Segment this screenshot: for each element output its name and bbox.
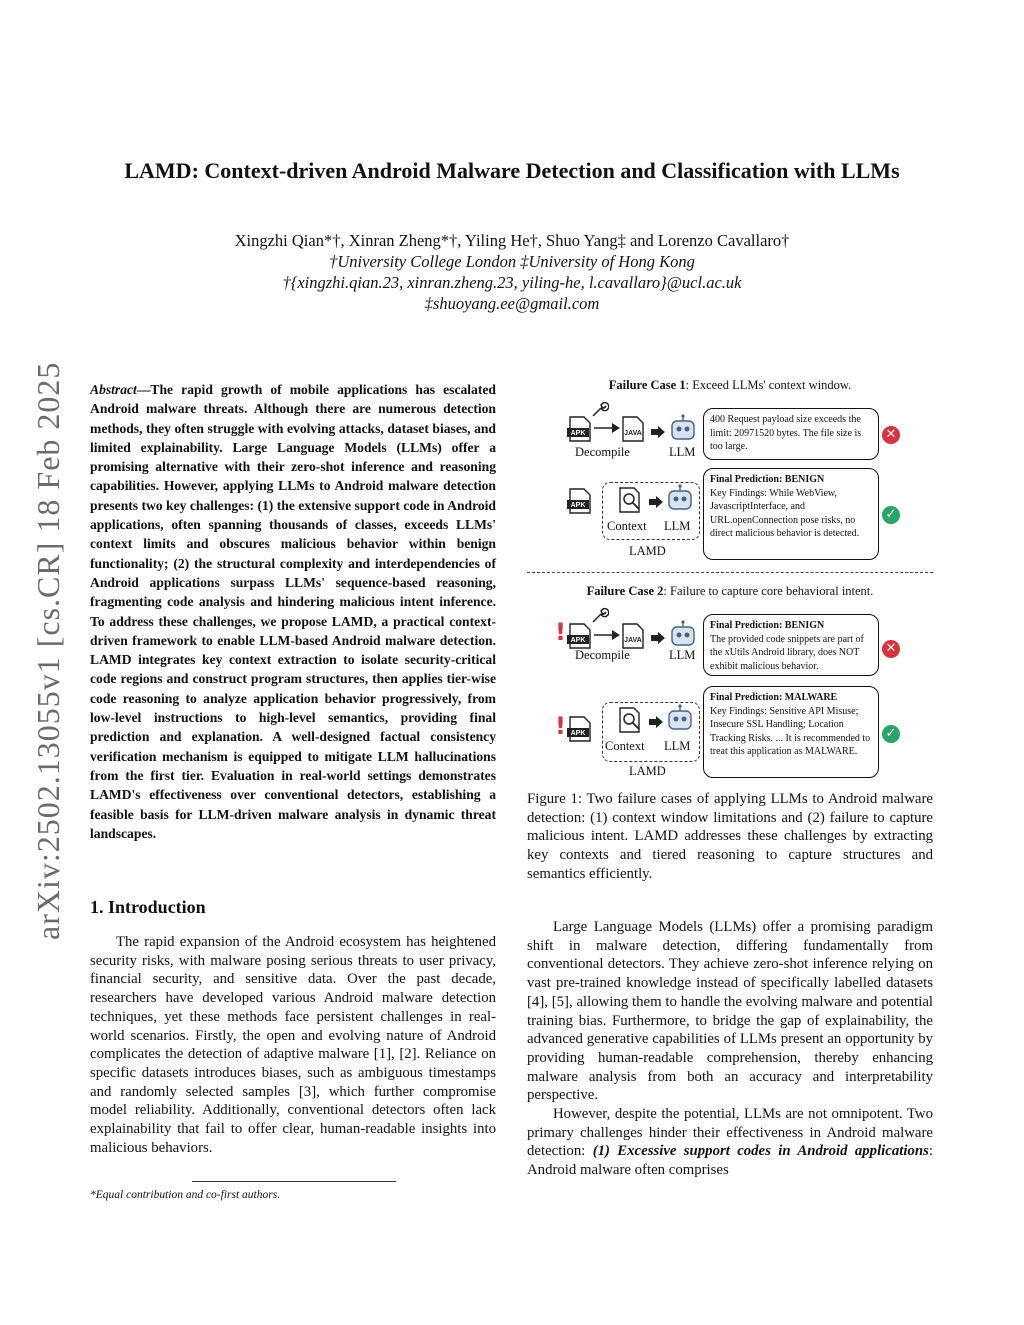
para2-emphasis: (1) Excessive support codes in Android applications xyxy=(592,1143,929,1160)
lamd-prediction-benign xyxy=(703,468,879,560)
prediction-head: Final Prediction: BENIGN xyxy=(710,474,825,485)
failure-case-1-title xyxy=(527,378,933,393)
llm-prediction-benign xyxy=(703,614,879,676)
svg-text:APK: APK xyxy=(570,430,586,437)
svg-text:JAVA: JAVA xyxy=(624,430,642,437)
apk-file-icon xyxy=(567,488,593,514)
abstract-lead: Abstract xyxy=(90,382,137,397)
robot-llm-icon xyxy=(669,414,697,442)
cross-icon: ✕ xyxy=(882,426,900,444)
decompile-label: Decompile xyxy=(575,445,630,459)
arrow-right-icon xyxy=(651,426,665,438)
case1-label: Failure Case 1 xyxy=(608,378,686,392)
email-ucl: †{xingzhi.qian.23, xinran.zheng.23, yiling-he, l.cavallaro}@ucl.ac.uk xyxy=(282,273,742,292)
svg-text:APK: APK xyxy=(570,637,586,644)
footnote: *Equal contribution and co-first authors. xyxy=(90,1189,281,1201)
context-label: Context xyxy=(605,739,645,753)
apk-file-icon xyxy=(567,623,593,649)
section-heading-introduction: 1. Introduction xyxy=(90,897,206,917)
prediction-head: Final Prediction: MALWARE xyxy=(710,692,838,703)
abstract xyxy=(90,380,496,843)
arxiv-identifier: arXiv:2502.13055v1 [cs.CR] 18 Feb 2025 xyxy=(30,361,66,940)
java-file-icon xyxy=(620,623,646,649)
svg-text:JAVA: JAVA xyxy=(624,637,642,644)
arrow-right-icon xyxy=(649,716,663,728)
llm-label: LLM xyxy=(669,648,696,662)
check-icon: ✓ xyxy=(882,506,900,524)
lamd-label: LAMD xyxy=(629,544,666,558)
wrench-icon xyxy=(589,606,609,626)
context-label: Context xyxy=(607,519,647,533)
arrow-right-icon xyxy=(651,632,665,644)
lamd-label: LAMD xyxy=(629,764,666,778)
java-file-icon xyxy=(620,416,646,442)
figure-caption: Figure 1: Two failure cases of applying LLMs to Android malware detection: (1) context window limitations and (2) failure to capture malicious intent. LAMD addresses these challenges by extracting key contexts and tiered reasoning to capture structures and semantics efficiently. xyxy=(527,791,933,882)
prediction-head: Final Prediction: BENIGN xyxy=(710,620,825,631)
affiliations: †University College London ‡University of Hong Kong xyxy=(329,252,695,271)
llm-label: LLM xyxy=(664,519,691,533)
author-names: Xingzhi Qian*†, Xinran Zheng*†, Yiling He†, Shuo Yang‡ and Lorenzo Cavallaro† xyxy=(234,231,790,250)
case1-desc: : Exceed LLMs' context window. xyxy=(685,378,852,392)
abstract-text: —The rapid growth of mobile applications has escalated Android malware threats. Although there are numerous detection methods, they often struggle with evolving attacks, dataset biases, and limited explainability. Large Language Models (LLMs) offer a promising alternative with their zero-shot inference and reasoning capabilities. However, applying LLMs to Android malware detection presents two key challenges: (1) the extensive support code in Android applications, often spanning thousands of classes, exceeds LLMs' context limits and obscures malicious behavior within benign functionality; (2) the structural complexity and interdependencies of Android applications surpass LLMs' sequence-based reasoning, fragmenting code analysis and hindering malicious intent inference. To address these challenges, we propose LAMD, a practical context-driven framework to enable LLM-based Android malware detection. LAMD integrates key context extraction to isolate security-critical code regions and construct program structures, then applies tier-wise code reasoning to analyze application behavior progressively, from low-level instructions to high-level semantics, providing final prediction and explanation. A well-designed factual consistency verification mechanism is equipped to mitigate LLM hallucinations from the first tier. Evaluation in real-world settings demonstrates LAMD's effectiveness over conventional detectors, establishing a feasible basis for LLM-driven malware analysis in dynamic threat landscapes. xyxy=(90,382,496,841)
robot-llm-icon xyxy=(666,484,694,512)
case2-desc: : Failure to capture core behavioral intent. xyxy=(663,584,874,598)
arrow-right-icon xyxy=(594,422,620,434)
wrench-icon xyxy=(589,400,609,420)
lamd-prediction-malware xyxy=(703,686,879,778)
warning-icon: ! xyxy=(555,712,566,740)
check-icon: ✓ xyxy=(882,725,900,743)
robot-llm-icon xyxy=(669,620,697,648)
case-separator xyxy=(527,572,933,573)
decompile-label: Decompile xyxy=(575,648,630,662)
case2-label: Failure Case 2 xyxy=(586,584,664,598)
intro-paragraph: The rapid expansion of the Android ecosystem has heightened security risks, with malware posing serious threats to user privacy, financial security, and sensitive data. Over the past decade, researchers have developed various Android malware detection techniques, yet these methods face persistent challenges in real-world scenarios. Firstly, the open and evolving nature of Android complicates the detection of adaptive malware [1], [2]. Reliance on specific datasets introduces biases, such as ambiguous timestamps and randomly selected samples [3], which further compromise model reliability. Additionally, conventional detectors often lack explainability that fail to offer clear, human-readable insights into malicious behaviors. xyxy=(90,934,496,1156)
prediction-findings: Key Findings: Sensitive API Misuse; Insecure SSL Handling; Location Tracking Risks. ... It is recommended to treat this application as MALWARE. xyxy=(710,705,871,757)
footnote-rule xyxy=(192,1181,396,1182)
failure-case-2-title xyxy=(527,584,933,599)
svg-text:APK: APK xyxy=(570,730,586,737)
prediction-findings: The provided code snippets are part of the xUtils Android library, does NOT exhibit malicious behavior. xyxy=(710,633,864,672)
paper-title: LAMD: Context-driven Android Malware Detection and Classification with LLMs xyxy=(124,158,900,183)
para2-end: : Android malware often comprises xyxy=(527,1143,933,1179)
llm-error-message: 400 Request payload size exceeds the limit: 20971520 bytes. The file size is too large. xyxy=(703,408,879,460)
cross-icon: ✕ xyxy=(882,640,900,658)
llm-label: LLM xyxy=(664,739,691,753)
robot-llm-icon xyxy=(666,704,694,732)
code-search-icon xyxy=(617,486,645,514)
arrow-right-icon xyxy=(649,496,663,508)
prediction-findings: Key Findings: While WebView, JavascriptInterface, and URL.openConnection pose risks, no direct malicious behavior is detected. xyxy=(710,487,860,539)
apk-file-icon xyxy=(567,716,593,742)
introduction-text xyxy=(90,933,496,1157)
svg-text:APK: APK xyxy=(570,502,586,509)
llm-label: LLM xyxy=(669,445,696,459)
author-block xyxy=(0,230,1024,314)
code-search-icon xyxy=(617,706,645,734)
arrow-right-icon xyxy=(594,629,620,641)
warning-icon: ! xyxy=(555,618,566,646)
right-column-text xyxy=(527,918,933,1180)
email-hku: ‡shuoyang.ee@gmail.com xyxy=(424,294,600,313)
para2-start: However, despite the potential, LLMs are not omnipotent. Two primary challenges hinder their effectiveness in Android malware detection: xyxy=(527,1106,933,1160)
right-paragraph-1: Large Language Models (LLMs) offer a promising paradigm shift in malware detection, differing fundamentally from conventional detectors. They achieve zero-shot inference relying on vast pre-trained knowledge instead of specifically labelled datasets [4], [5], allowing them to handle the evolving malware and potential training bias. Furthermore, to bridge the gap of explainability, the advanced generative capabilities of LLMs present an opportunity by providing human-readable comprehension, thereby enhancing malware analysis from both an accuracy and interpretability perspective. xyxy=(527,919,933,1104)
right-paragraph-2 xyxy=(527,1105,933,1180)
figure-1 xyxy=(527,378,933,783)
